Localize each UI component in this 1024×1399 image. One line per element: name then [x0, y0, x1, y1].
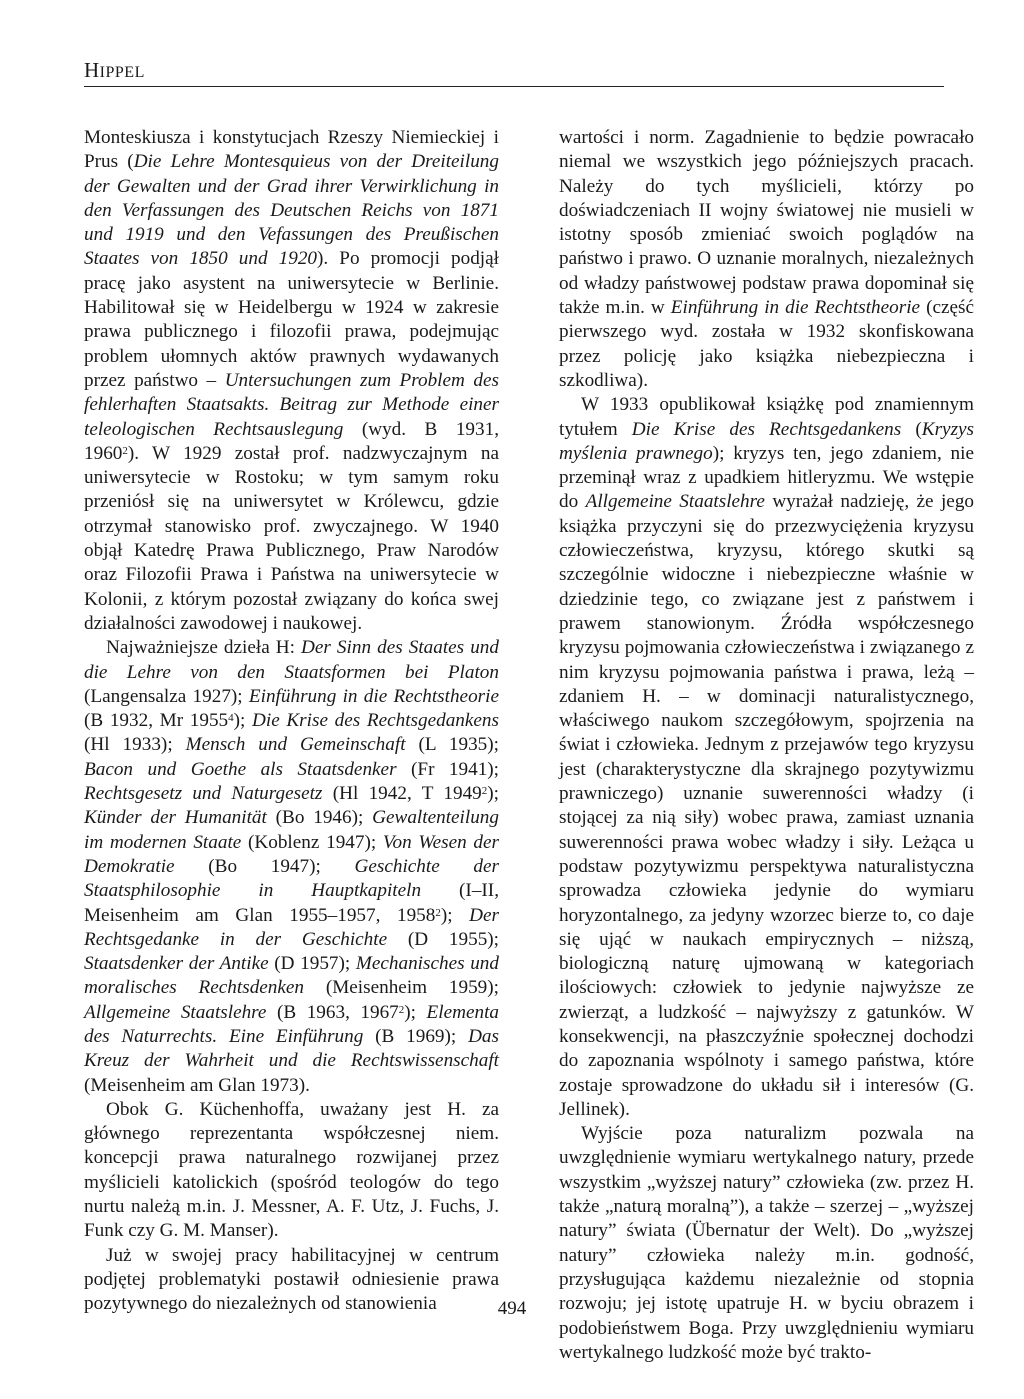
right-column — [559, 126, 974, 1365]
running-header-initial: H — [84, 58, 100, 82]
paragraph: Najważniejsze dzieła H: Der Sinn des Staates und die Lehre von den Staatsformen bei Platon (Langensalza 1927); Einführung in die Rechtstheorie (B 1932, Mr 1955$^4$); Die Krise des Rechtsgedankens (Hl 1933); Mensch und Gemeinschaft (L 1935); Bacon und Goethe als Staatsdenker (Fr 1941); Rechtsgesetz und Naturgesetz (Hl 1942, T 1949$^2$); Künder der Humanität (Bo 1946); Gewaltenteilung im modernen Staate (Koblenz 1947); Von Wesen der Demokratie (Bo 1947); Geschichte der Staatsphilosophie in Hauptkapiteln (I–II, Meisenheim am Glan 1955–1957, 1958$^2$); Der Rechtsgedanke in der Geschichte (D 1955); Staatsdenker der Antike (D 1957); Mechanisches und moralisches Rechtsdenken (Meisenheim 1959); Allgemeine Staatslehre (B 1963, 1967$^2$); Elementa des Naturrechts. Eine Einführung (B 1969); Das Kreuz der Wahrheit und die Rechtswissenschaft (Meisenheim am Glan 1973). — [84, 637, 500, 1096]
paragraph: W 1933 opublikował książkę pod znamiennym tytułem Die Krise des Rechtsgedankens (Kryzys myślenia prawnego); kryzys ten, jego zdaniem, nie przeminął wraz z upadkiem hitleryzmu. We wstępie do Allgemeine Staatslehre wyrażał nadzieję, że jego książka przyczyni się do przezwyciężenia kryzysu człowieczeństwa, kryzysu, którego skutki są szczególnie widoczne i niebezpieczne właśnie w dziedzinie tego, co związane jest z państwem i prawem stanowionym. Źródła współczesnego kryzysu pojmowania człowieczeństwa i związanego z nim kryzysu pojmowania państwa i prawa, leżą – zdaniem H. – w dominacji naturalistycznego, właściwego naukom szczegółowym, spojrzenia na świat i człowieka. Jednym z przejawów tego kryzysu jest (charakterystyczne dla skrajnego pozytywizmu prawniczego) uznanie suwerenności władzy (i stojącej za nią siły) wobec prawa, zamiast uznania suwerenności prawa wobec władzy i siły. Leżąca u podstaw pozytywizmu perspektywa naturalistyczna sprowadza człowieka jedynie do wymiaru horyzontalnego, za jedyny wzorzec bierze to, co daje się ująć w naukach empirycznych – niższą, biologiczną naturę ujmowaną w kategoriach ilościowych: człowiek to jedynie najwyższe ze zwierząt, a ludzkość – najwyższy z gatunków. W konsekwencji, na płaszczyźnie społecznej dochodzi do zapoznania wspólnoty i samego państwa, które zostaje sprowadzone do układu sił i interesów (G. Jellinek). — [559, 394, 975, 1120]
page-number: 494 — [497, 1298, 527, 1319]
paragraph: wartości i norm. Zagadnienie to będzie powracało niemal we wszystkich jego późniejszych pracach. Należy do tych myślicieli, którzy po doświadczeniach II wojny światowej nie musieli w istotny sposób zmieniać swoich poglądów na państwo i prawo. O uznanie moralnych, niezależnych od władzy państwowej podstaw prawa dopominał się także m.in. w Einführung in die Rechtstheorie (część pierwszego wyd. została w 1932 skonfiskowana przez policję jako książka niebezpieczna i szkodliwa). — [559, 127, 974, 391]
paragraph: Monteskiusza i konstytucjach Rzeszy Niemieckiej i Prus (Die Lehre Montesquieus von der Dreiteilung der Gewalten und der Grad ihrer Verwirklichung in den Verfassungen des Deutschen Reichs von 1871 und 1919 und den Vefassungen des Preußischen Staates von 1850 und 1920). Po promocji podjął pracę jako asystent na uniwersytecie w Berlinie. Habilitował się w Heidelbergu w 1924 w zakresie prawa publicznego i filozofii prawa, podejmując problem ułomnych aktów prawnych wydawanych przez państwo – Untersuchungen zum Problem des fehlerhaften Staatsakts. Beitrag zur Methode einer teleologischen Rechtsauslegung (wyd. B 1931, 1960$^2$). W 1929 został prof. nadzwyczajnym na uniwersytecie w Rostoku; w tym samym roku przeniósł się na uniwersytet w Królewcu, gdzie otrzymał stanowisko prof. zwyczajnego. W 1940 objął Katedrę Prawa Publicznego, Praw Narodów oraz Filozofii Prawa i Państwa na uniwersytecie w Kolonii, z którym pozostał związany do końca swej działalności zawodowej i naukowej. — [84, 127, 499, 634]
left-column — [84, 126, 499, 1317]
paragraph: Obok G. Küchenhoffa, uważany jest H. za głównego reprezentanta współczesnej niem. koncepcji prawa naturalnego rozwijanej przez myślicieli katolickich (spośród teologów do tego nurtu należą m.in. J. Messner, A. F. Utz, J. Fuchs, J. Funk czy G. M. Manser). — [84, 1098, 499, 1242]
running-header-rest: IPPEL — [99, 64, 145, 81]
running-header — [84, 58, 944, 83]
paragraph: Już w swojej pracy habilitacyjnej w centrum podjętej problematyki postawił odniesienie prawa pozytywnego do niezależnych od stanowienia — [84, 1244, 499, 1315]
header-rule — [84, 86, 944, 87]
paragraph: Wyjście poza naturalizm pozwala na uwzględnienie wymiaru wertykalnego natury, przede wszystkim „wyższej natury” człowieka (zw. przez H. także „naturą moralną”), a także – szerzej – „wyższej natury” świata (Übernatur der Welt). Do „wyższej natury” człowieka należy m.in. godność, przysługująca każdemu niezależnie od stopnia rozwoju; jej istotę upatruje H. w byciu obrazem i podobieństwem Boga. Przy uwzględnieniu wymiaru wertykalnego ludzkość może być trakto- — [559, 1123, 974, 1363]
